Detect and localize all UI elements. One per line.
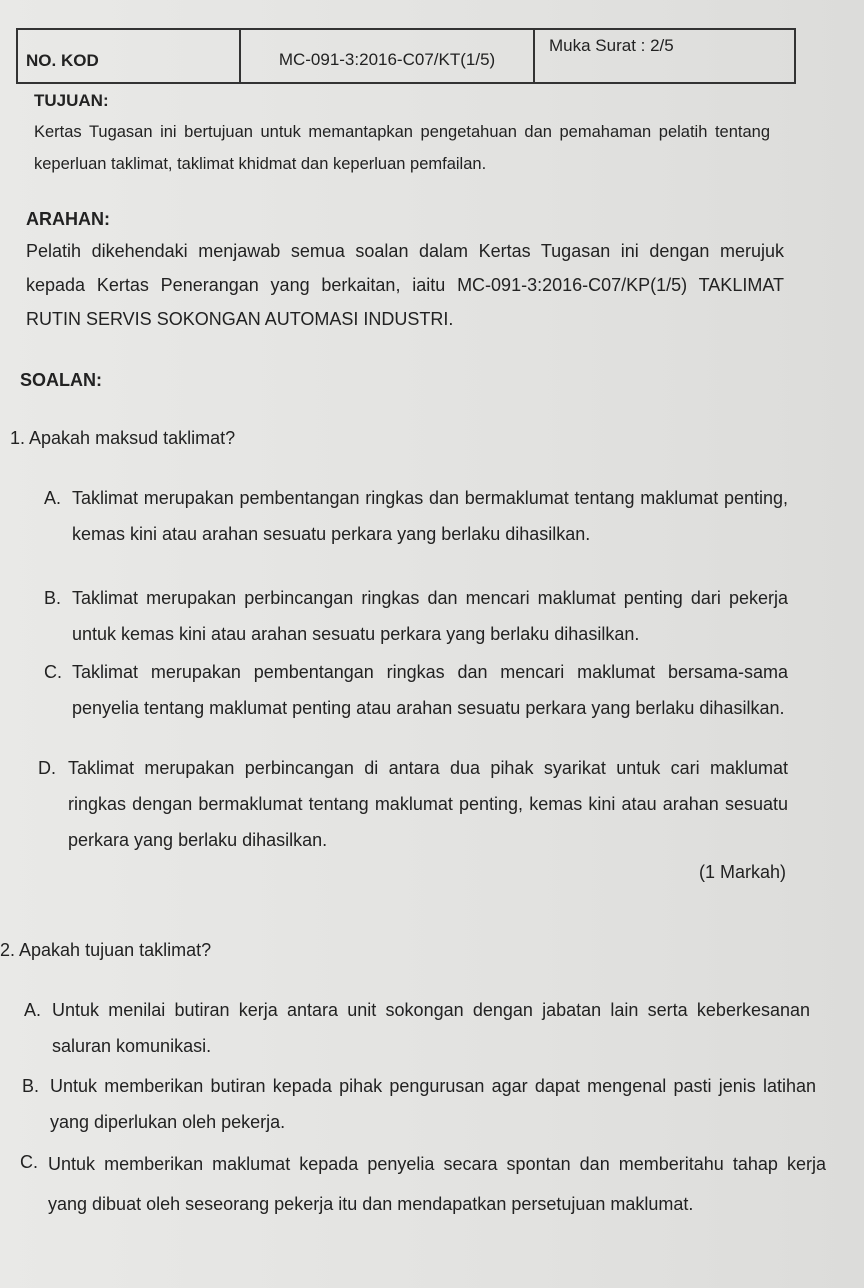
arahan-text: Pelatih dikehendaki menjawab semua soalan dalam Kertas Tugasan ini dengan merujuk kepada Kertas Penerangan yang berkaitan, iaitu MC-091-3:2016-C07/KP(1/5) TAKLIMAT RUTIN SERVIS SOKONGAN AUTOMASI INDUSTRI. bbox=[26, 241, 784, 329]
soalan-heading: SOALAN: bbox=[20, 370, 102, 390]
option-text: Taklimat merupakan perbincangan di antara dua pihak syarikat untuk cari maklumat ringkas dengan bermaklumat tentang maklumat penting, kemas kini atau arahan sesuatu perkara yang berlaku dihasilkan. bbox=[68, 758, 788, 850]
option-letter: D. bbox=[38, 758, 56, 778]
option-text: Untuk menilai butiran kerja antara unit sokongan dengan jabatan lain serta keberkesanan saluran komunikasi. bbox=[52, 1000, 810, 1056]
page-number: Muka Surat : 2/5 bbox=[534, 29, 795, 83]
option-letter: A. bbox=[44, 488, 62, 508]
marks-label: (1 Markah) bbox=[698, 862, 786, 882]
option-letter: A. bbox=[24, 1000, 42, 1020]
kod-value: MC-091-3:2016-C07/KT(1/5) bbox=[240, 29, 534, 83]
option-letter: C. bbox=[20, 1152, 38, 1172]
question-1: 1. Apakah maksud taklimat? bbox=[10, 428, 236, 448]
option-letter: C. bbox=[44, 662, 62, 682]
option-text: Taklimat merupakan pembentangan ringkas dan bermaklumat tentang maklumat penting, kemas kini atau arahan sesuatu perkara yang berlaku dihasilkan. bbox=[72, 488, 788, 544]
option-letter: B. bbox=[22, 1076, 40, 1096]
kod-label: NO. KOD bbox=[17, 29, 240, 83]
option-text: Taklimat merupakan pembentangan ringkas dan mencari maklumat bersama-sama penyelia tentang maklumat penting atau arahan sesuatu perkara yang berlaku dihasilkan. bbox=[72, 662, 788, 718]
option-text: Untuk memberikan maklumat kepada penyelia secara spontan dan memberitahu tahap kerja yang dibuat oleh seseorang pekerja itu dan mendapatkan persetujuan maklumat. bbox=[48, 1154, 826, 1214]
tujuan-text: Kertas Tugasan ini bertujuan untuk memantapkan pengetahuan dan pemahaman pelatih tentang keperluan taklimat, taklimat khidmat dan keperluan pemfailan. bbox=[34, 123, 770, 173]
arahan-section bbox=[26, 204, 784, 336]
option-letter: B. bbox=[44, 588, 62, 608]
tujuan-heading: TUJUAN: bbox=[34, 91, 109, 110]
tujuan-section bbox=[34, 86, 770, 180]
option-text: Untuk memberikan butiran kepada pihak pengurusan agar dapat mengenal pasti jenis latihan yang diperlukan oleh pekerja. bbox=[50, 1076, 816, 1132]
option-text: Taklimat merupakan perbincangan ringkas dan mencari maklumat penting dari pekerja untuk kemas kini atau arahan sesuatu perkara yang berlaku dihasilkan. bbox=[72, 588, 788, 644]
question-2: 2. Apakah tujuan taklimat? bbox=[0, 940, 212, 960]
header-table bbox=[16, 28, 796, 84]
arahan-heading: ARAHAN: bbox=[26, 209, 110, 229]
